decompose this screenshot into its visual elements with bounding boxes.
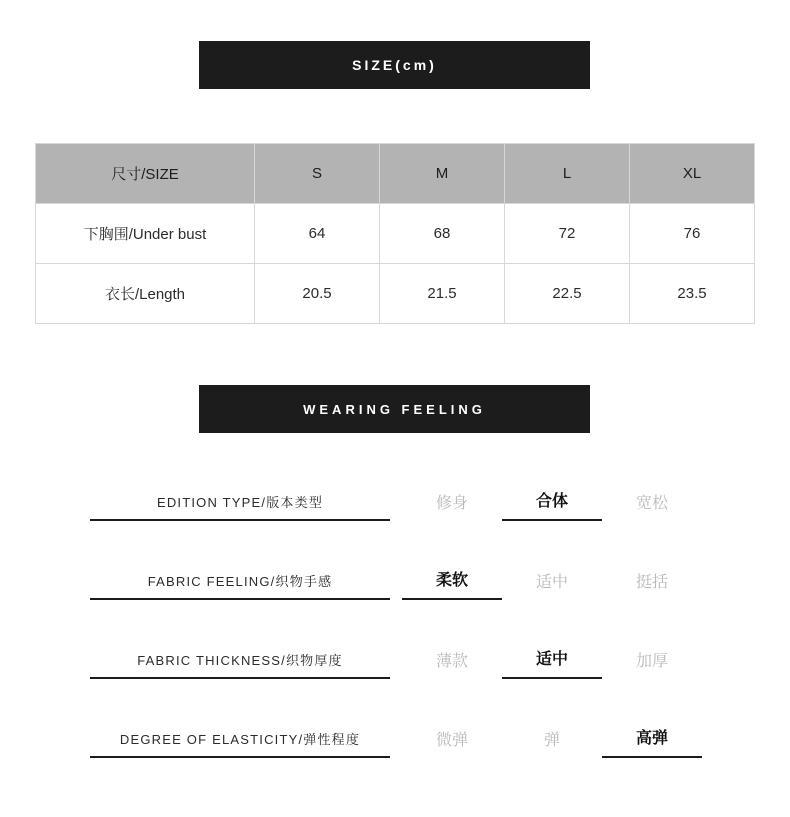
feeling-option[interactable]: 弹 [543, 732, 560, 749]
size-chart-table [35, 143, 755, 324]
table-header-cell: S [255, 144, 380, 204]
feeling-option[interactable]: 修身 [435, 495, 468, 512]
row-label: 衣长/Length [36, 264, 255, 324]
table-cell: 22.5 [505, 264, 630, 324]
feeling-row-label: FABRIC THICKNESS/织物厚度 [90, 650, 390, 679]
wearing-feeling-list [0, 460, 790, 776]
feeling-row-degree-of-elasticity [0, 697, 790, 776]
table-cell: 76 [630, 204, 755, 264]
wearing-banner-title: WEARING FEELING [303, 401, 486, 417]
feeling-row-label: DEGREE OF ELASTICITY/弹性程度 [90, 729, 390, 758]
feeling-option[interactable]: 挺括 [635, 574, 668, 591]
wearing-feeling-banner [199, 385, 590, 433]
feeling-option[interactable]: 加厚 [635, 653, 668, 670]
size-banner-title: SIZE(cm) [352, 57, 437, 73]
feeling-option[interactable]: 薄款 [435, 653, 468, 670]
feeling-row-label: FABRIC FEELING/织物手感 [90, 571, 390, 600]
feeling-option-selected[interactable]: 适中 [502, 646, 602, 679]
table-cell: 68 [380, 204, 505, 264]
size-section-banner [199, 41, 590, 89]
feeling-row-edition-type [0, 460, 790, 539]
feeling-option-selected[interactable]: 高弹 [602, 725, 702, 758]
table-header-cell: M [380, 144, 505, 204]
table-cell: 20.5 [255, 264, 380, 324]
feeling-option-selected[interactable]: 柔软 [402, 567, 502, 600]
table-header-cell: XL [630, 144, 755, 204]
table-cell: 23.5 [630, 264, 755, 324]
table-header-cell: 尺寸/SIZE [36, 144, 255, 204]
table-cell: 72 [505, 204, 630, 264]
table-row [36, 204, 755, 264]
row-label: 下胸围/Under bust [36, 204, 255, 264]
table-header-cell: L [505, 144, 630, 204]
feeling-row-label: EDITION TYPE/版本类型 [90, 492, 390, 521]
feeling-option[interactable]: 微弹 [435, 732, 468, 749]
table-row [36, 264, 755, 324]
feeling-row-fabric-feeling [0, 539, 790, 618]
feeling-option[interactable]: 适中 [535, 574, 568, 591]
feeling-row-fabric-thickness [0, 618, 790, 697]
table-header-row [36, 144, 755, 204]
table-cell: 21.5 [380, 264, 505, 324]
table-cell: 64 [255, 204, 380, 264]
feeling-option-selected[interactable]: 合体 [502, 488, 602, 521]
feeling-option[interactable]: 宽松 [635, 495, 668, 512]
